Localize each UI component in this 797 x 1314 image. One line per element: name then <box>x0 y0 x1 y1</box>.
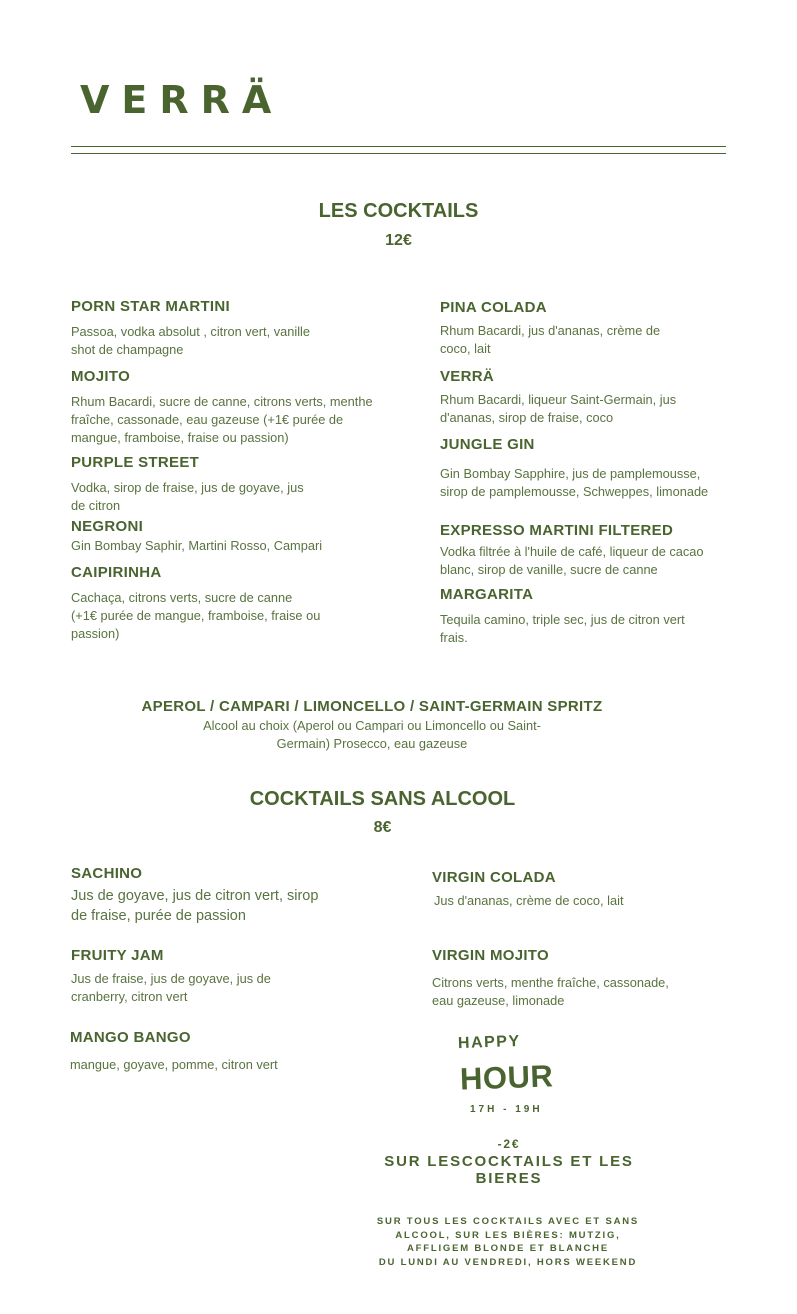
happy-hour-line1: HAPPY <box>457 1032 521 1053</box>
cocktail-description: Rhum Bacardi, liqueur Saint-Germain, jus d'ananas, sirop de fraise, coco <box>440 392 677 425</box>
cocktail-description: Vodka filtrée à l'huile de café, liqueur de cacao blanc, sirop de vanille, sucre de canne <box>440 544 704 577</box>
cocktail-description: mangue, goyave, pomme, citron vert <box>70 1057 278 1072</box>
cocktail-description: Jus de fraise, jus de goyave, jus de cranberry, citron vert <box>71 971 271 1004</box>
cocktail-description: Citrons verts, menthe fraîche, cassonade, eau gazeuse, limonade <box>432 975 669 1008</box>
cocktail-item-spritz <box>0 698 744 753</box>
happy-hour-note: SUR TOUS LES COCKTAILS AVEC ET SANS ALCOOL, SUR LES BIÈRES: MUTZIG, AFFLIGEM BLONDE ET BLANCHE DU LUNDI AU VENDREDI, HORS WEEKEND <box>376 1216 640 1268</box>
happy-hour-discount: -2€ <box>497 1137 521 1151</box>
cocktail-name: CAIPIRINHA <box>71 564 162 581</box>
cocktail-name: PINA COLADA <box>440 299 547 316</box>
cocktail-description: Rhum Bacardi, sucre de canne, citrons verts, menthe fraîche, cassonade, eau gazeuse (+1€ purée de mangue, framboise, fraise ou passion) <box>71 394 373 445</box>
cocktail-name: APEROL / CAMPARI / LIMONCELLO / SAINT-GERMAIN SPRITZ <box>141 698 603 715</box>
divider-bottom <box>71 153 726 154</box>
section-price-sans-alcool: 8€ <box>373 819 392 836</box>
cocktail-item-porn-star-martini <box>71 298 401 359</box>
cocktail-name: MOJITO <box>71 368 131 385</box>
cocktail-description: Rhum Bacardi, jus d'ananas, crème de coco, lait <box>440 323 661 356</box>
section-title-cocktails: LES COCKTAILS <box>318 200 479 222</box>
cocktail-description: Passoa, vodka absolut , citron vert, vanille shot de champagne <box>71 324 310 357</box>
cocktail-name: VIRGIN MOJITO <box>432 947 549 964</box>
cocktail-name: JUNGLE GIN <box>440 436 535 453</box>
divider-top <box>71 146 726 147</box>
cocktail-item-mojito <box>71 368 401 447</box>
happy-hour-promo: -2€ SUR LESCOCKTAILS ET LES BIERES <box>360 1136 658 1187</box>
mocktail-item-sachino <box>71 865 401 926</box>
cocktail-description: Vodka, sirop de fraise, jus de goyave, jus de citron <box>71 480 304 513</box>
cocktail-description: Tequila camino, triple sec, jus de citron vert frais. <box>440 612 685 645</box>
brand-logo: VERRÄ <box>80 78 284 122</box>
section-price-cocktails: 12€ <box>385 232 412 249</box>
cocktail-item-verra <box>440 368 770 427</box>
cocktail-item-margarita <box>440 586 770 647</box>
cocktail-name: FRUITY JAM <box>71 947 164 964</box>
mocktail-item-fruity-jam <box>71 947 401 1006</box>
mocktail-item-virgin-colada <box>432 869 762 910</box>
cocktail-name: PORN STAR MARTINI <box>71 298 230 315</box>
cocktail-name: SACHINO <box>71 865 143 882</box>
cocktail-description: Alcool au choix (Aperol ou Campari ou Limoncello ou Saint- Germain) Prosecco, eau gazeuse <box>203 718 541 751</box>
cocktail-description: Jus de goyave, jus de citron vert, sirop de fraise, purée de passion <box>71 888 319 924</box>
cocktail-description: Gin Bombay Sapphire, jus de pamplemousse, sirop de pamplemousse, Schweppes, limonade <box>440 466 709 499</box>
cocktail-item-expresso-martini <box>440 522 780 579</box>
cocktail-name: MARGARITA <box>440 586 534 603</box>
cocktail-description: Jus d'ananas, crème de coco, lait <box>434 893 624 908</box>
cocktail-item-caipirinha <box>71 564 401 643</box>
section-title-sans-alcool: COCKTAILS SANS ALCOOL <box>249 788 516 810</box>
cocktail-name: MANGO BANGO <box>70 1029 191 1046</box>
cocktail-name: VIRGIN COLADA <box>432 869 556 886</box>
cocktail-description: Cachaça, citrons verts, sucre de canne (+1€ purée de mangue, framboise, fraise ou passion) <box>71 590 321 641</box>
mocktail-item-mango-bango <box>70 1029 400 1074</box>
happy-hour-line2: HOUR <box>459 1058 554 1097</box>
cocktail-item-negroni <box>71 518 401 555</box>
cocktail-item-jungle-gin <box>440 436 780 501</box>
cocktail-name: EXPRESSO MARTINI FILTERED <box>440 522 674 539</box>
happy-hour-hours: 17H - 19H <box>470 1104 543 1115</box>
cocktail-item-purple-street <box>71 454 401 515</box>
cocktail-item-pina-colada <box>440 299 770 358</box>
mocktail-item-virgin-mojito <box>432 947 762 1010</box>
cocktail-description: Gin Bombay Saphir, Martini Rosso, Campari <box>71 538 323 553</box>
cocktail-name: PURPLE STREET <box>71 454 200 471</box>
cocktail-name: VERRÄ <box>440 368 495 385</box>
cocktail-name: NEGRONI <box>71 518 144 535</box>
